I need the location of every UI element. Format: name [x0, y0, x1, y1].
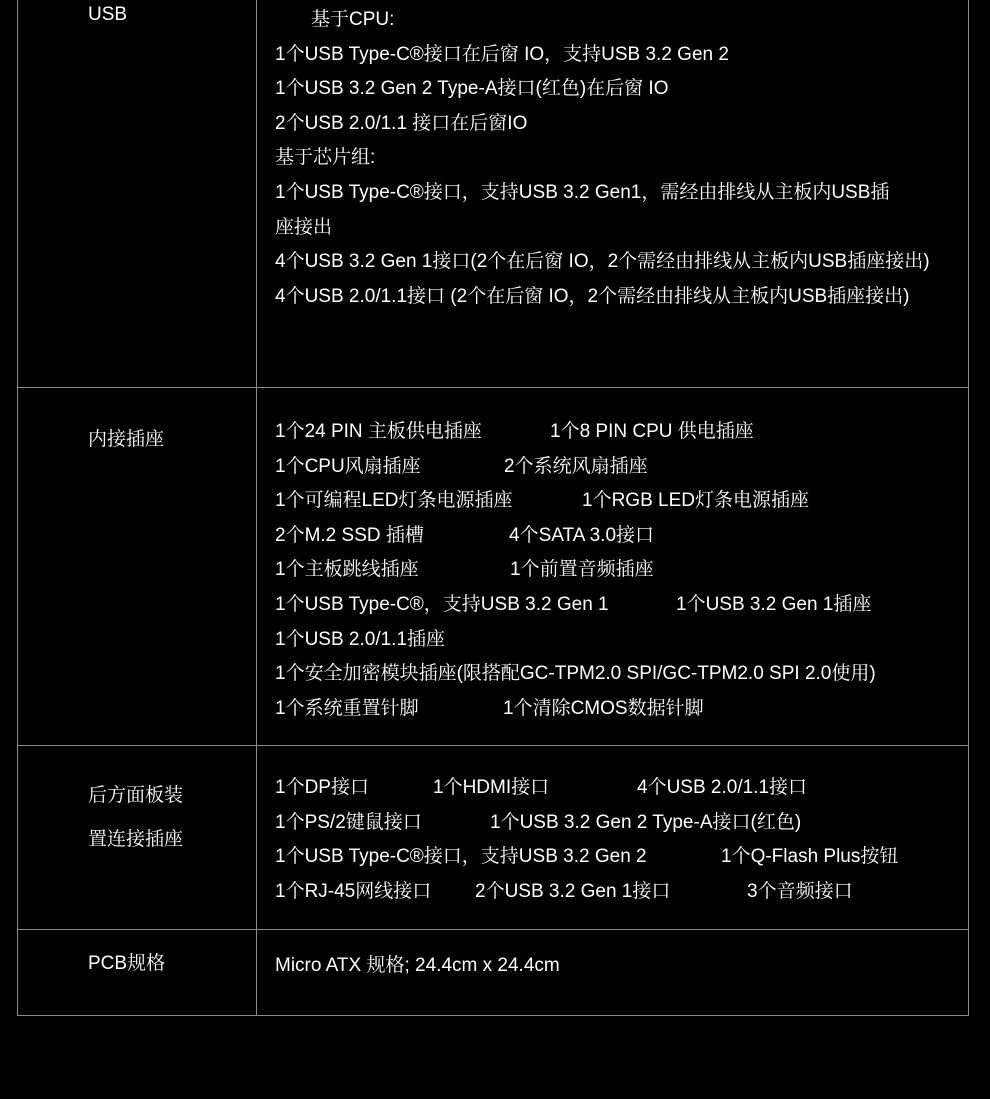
column-divider	[256, 0, 257, 1015]
spec-item: 2个USB 2.0/1.1 接口在后窗IO	[275, 112, 528, 134]
spec-item: 1个可编程LED灯条电源插座	[275, 490, 513, 512]
spec-line	[275, 38, 930, 73]
spec-item: 1个HDMI接口	[433, 777, 550, 798]
spec-item: 1个USB 2.0/1.1插座	[275, 628, 446, 650]
spec-item: 4个USB 2.0/1.1接口 (2个在后窗 IO，2个需经由排线从主板内USB插座接出)	[275, 285, 910, 307]
spec-item: 1个24 PIN 主板供电插座	[275, 421, 482, 442]
spec-line	[275, 553, 876, 588]
row-label-line: USB	[88, 4, 128, 25]
spec-item: 基于芯片组:	[275, 147, 376, 169]
spec-line	[275, 141, 930, 176]
spec-item: 1个8 PIN CPU 供电插座	[550, 421, 754, 442]
spec-line	[275, 211, 930, 246]
spec-line	[275, 692, 876, 727]
spec-item: 1个Q-Flash Plus按钮	[721, 846, 899, 868]
row-content-rear-panel	[275, 771, 898, 909]
spec-item: 2个USB 3.2 Gen 1接口	[475, 880, 671, 902]
row-label-rear-panel	[88, 774, 183, 862]
row-label-line: 后方面板装	[88, 785, 184, 806]
spec-item: 1个RJ-45网线接口	[275, 880, 432, 902]
row-label-pcb	[88, 942, 165, 986]
spec-item: 座接出	[275, 216, 333, 238]
spec-line	[275, 588, 876, 623]
spec-item: 1个CPU风扇插座	[275, 455, 421, 477]
spec-table	[17, 0, 969, 1016]
spec-line	[275, 875, 898, 910]
spec-item: 2个系统风扇插座	[504, 455, 648, 477]
row-content-internal-connectors	[275, 415, 876, 726]
spec-item: 1个前置音频插座	[510, 559, 654, 581]
spec-item: 1个USB Type-C®接口，支持USB 3.2 Gen1，需经由排线从主板内USB插	[275, 181, 890, 203]
spec-line	[275, 415, 876, 450]
row-label-line: 内接插座	[88, 429, 165, 450]
spec-item: 1个DP接口	[275, 777, 369, 798]
spec-line	[275, 519, 876, 554]
spec-line	[275, 623, 876, 658]
spec-item: 1个USB 3.2 Gen 2 Type-A接口(红色)	[490, 811, 802, 833]
spec-item: 1个USB Type-C®，支持USB 3.2 Gen 1	[275, 593, 609, 615]
spec-item: 1个USB Type-C®接口在后窗 IO，支持USB 3.2 Gen 2	[275, 43, 729, 65]
spec-line	[275, 806, 898, 841]
spec-item: 3个音频接口	[747, 880, 853, 902]
spec-line	[275, 949, 560, 984]
spec-line	[275, 280, 930, 315]
spec-item: Micro ATX 规格; 24.4cm x 24.4cm	[275, 955, 560, 976]
spec-line	[275, 245, 930, 280]
row-content-pcb	[275, 949, 560, 984]
spec-line	[275, 484, 876, 519]
spec-item: 1个安全加密模块插座(限搭配GC-TPM2.0 SPI/GC-TPM2.0 SPI 2.0使用)	[275, 663, 876, 685]
spec-line	[275, 657, 876, 692]
spec-item: 1个PS/2键鼠接口	[275, 811, 422, 833]
row-label-internal-connectors	[88, 418, 164, 462]
spec-line	[275, 3, 930, 38]
spec-item: 1个主板跳线插座	[275, 559, 419, 581]
row-label-usb	[88, 0, 127, 37]
spec-line	[275, 176, 930, 211]
spec-item: 1个清除CMOS数据针脚	[503, 697, 704, 719]
spec-item: 1个系统重置针脚	[275, 697, 419, 719]
spec-line	[275, 840, 898, 875]
spec-item: 4个USB 2.0/1.1接口	[637, 777, 808, 798]
row-content-usb	[275, 3, 930, 314]
spec-item: 1个USB 3.2 Gen 2 Type-A接口(红色)在后窗 IO	[275, 78, 669, 100]
row-label-line: PCB规格	[88, 953, 166, 974]
row-divider	[18, 929, 968, 930]
spec-item: 1个USB 3.2 Gen 1插座	[676, 593, 872, 615]
spec-line	[275, 771, 898, 806]
spec-item: 1个RGB LED灯条电源插座	[582, 490, 809, 512]
spec-line	[275, 107, 930, 142]
spec-item: 2个M.2 SSD 插槽	[275, 524, 424, 546]
row-divider	[18, 387, 968, 388]
spec-line	[275, 72, 930, 107]
spec-item: 4个USB 3.2 Gen 1接口(2个在后窗 IO，2个需经由排线从主板内USB插座接出)	[275, 251, 930, 273]
spec-item: 4个SATA 3.0接口	[509, 524, 655, 546]
spec-item: 基于CPU:	[311, 9, 395, 30]
spec-item: 1个USB Type-C®接口，支持USB 3.2 Gen 2	[275, 846, 647, 868]
spec-line	[275, 450, 876, 485]
row-label-line: 置连接插座	[88, 829, 184, 850]
row-divider	[18, 745, 968, 746]
